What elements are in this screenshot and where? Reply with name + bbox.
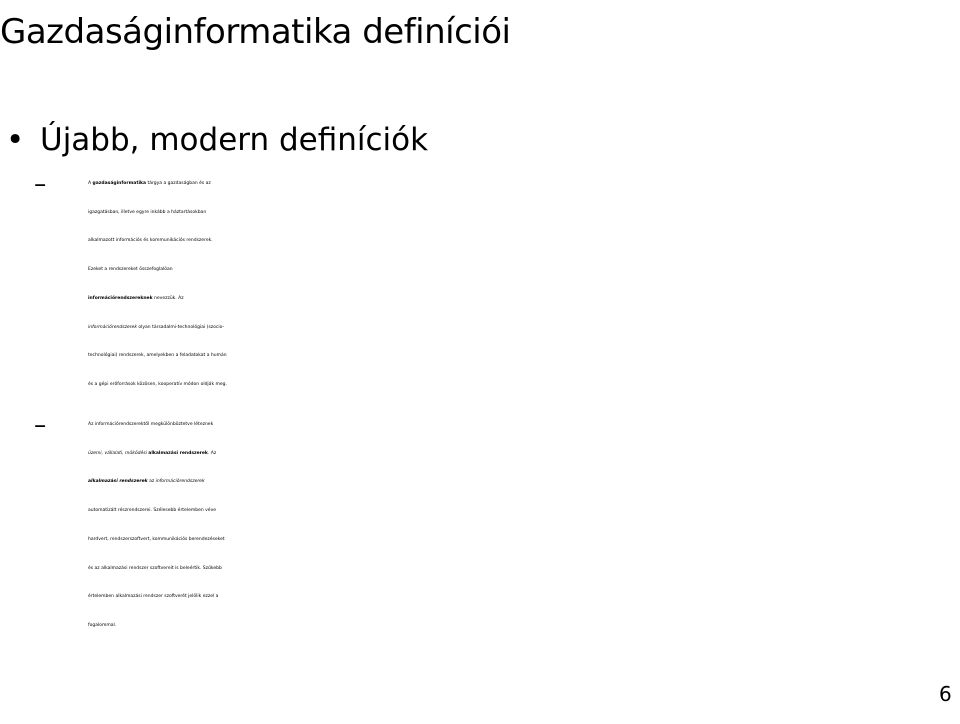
text-line: igazgatásban, illetve egyre inkább a háztartásokban (88, 209, 207, 215)
term-informaciorendszerek: információrendszerek (155, 479, 205, 485)
term-alkalmazasi-rendszerek-emph: alkalmazási rendszerek (88, 479, 148, 485)
term-uzemi-vallalati-mukodesi: üzemi, vállalati, működési (88, 450, 147, 456)
text-line (88, 440, 958, 469)
footer-affiliation-line (0, 695, 960, 722)
sub-bullet-application-systems (34, 410, 958, 641)
text-line (88, 314, 958, 343)
text-line: értelemben alkalmazási rendszer szoftverét jelölik ezzel a (88, 594, 219, 600)
text-run: az (147, 479, 156, 485)
dash-icon: – (34, 169, 47, 198)
dash-icon: – (34, 410, 47, 439)
text-run: A (88, 181, 93, 186)
sub-bullet-definition (34, 169, 958, 400)
text-line (88, 170, 958, 199)
text-line: alkalmazott információs és kommunikációs rendszerek. (88, 238, 213, 244)
text-line (88, 468, 958, 497)
slide-footer (0, 668, 960, 722)
text-line: Az információrendszerektől megkülönböztetve léteznek (88, 422, 214, 427)
term-alkalmazasi-rendszerek: alkalmazási rendszerek (148, 450, 208, 456)
text-line: technológiai) rendszerek, amelyekben a feladatokat a humán (88, 353, 227, 359)
text-line (88, 285, 958, 314)
text-run: olyan társadalmi-technológiai (szocio- (136, 324, 225, 330)
text-line: automatizált részrendszerei. Szélesebb értelemben véve (88, 508, 216, 514)
bullet-icon: • (6, 122, 25, 158)
text-run: tárgya a gazdaságban és az (146, 181, 211, 186)
term-informaciorendszereknek: információrendszereknek (88, 295, 153, 301)
text-run: . Az (207, 450, 217, 456)
text-run: nevezzük. Az (152, 295, 184, 301)
text-line: fogalommal. (88, 622, 117, 628)
text-line: hardvert, rendszerszoftvert, kommunikációs berendezéseket (88, 536, 225, 542)
text-line: Ezeket a rendszereket összefoglalóan (88, 267, 173, 273)
footer-author-line (0, 668, 960, 695)
slide-title: Gazdaságinformatika definíciói (0, 12, 511, 52)
term-informaciorendszerek: információrendszerek (88, 324, 137, 330)
text-line: és az alkalmazási rendszer szoftvereit is beleértik. Szűkebb (88, 565, 222, 571)
term-gazdasaginformatika: gazdaságinformatika (92, 181, 147, 186)
main-bullet-text: Újabb, modern definíciók (40, 122, 429, 158)
page-number: 6 (939, 682, 952, 706)
text-line: és a gépi erőforrások közösen, kooperatív módon oldják meg. (88, 381, 227, 387)
